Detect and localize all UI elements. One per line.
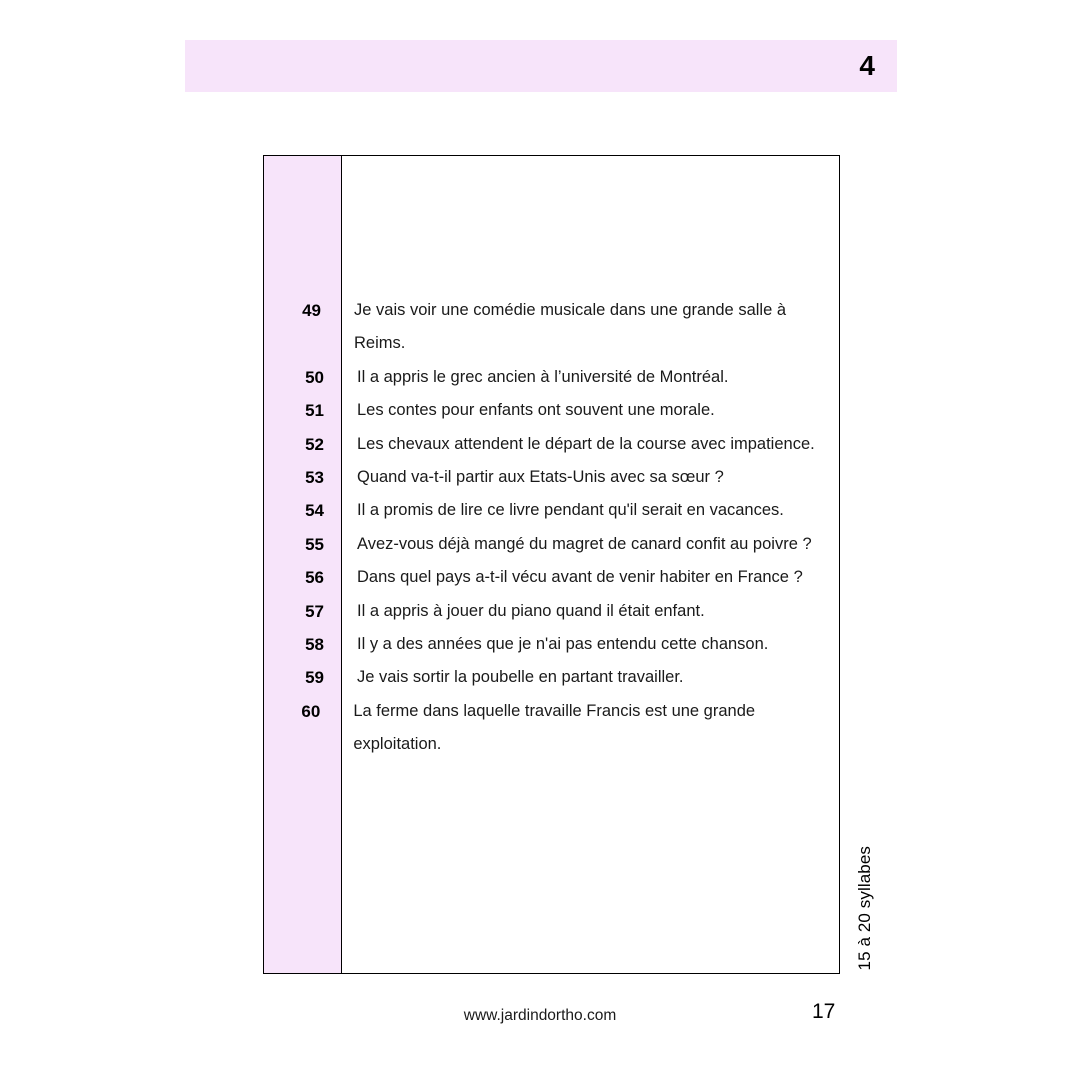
item-number: 56 <box>305 568 324 588</box>
list-item <box>263 394 840 427</box>
list-item <box>263 695 840 762</box>
list-item <box>263 628 840 661</box>
list-item <box>263 361 840 394</box>
list-item <box>263 461 840 494</box>
item-text: La ferme dans laquelle travaille Francis est une grande exploitation. <box>353 701 756 754</box>
item-number: 54 <box>305 501 324 521</box>
header-band <box>185 40 897 92</box>
syllable-range-text: 15 à 20 syllabes <box>855 845 874 970</box>
item-text: Il a appris à jouer du piano quand il était enfant. <box>357 601 705 620</box>
item-text: Les chevaux attendent le départ de la course avec impatience. <box>357 434 815 453</box>
item-number: 51 <box>305 401 324 421</box>
list-item <box>263 661 840 694</box>
item-text: Quand va-t-il partir aux Etats-Unis avec sa sœur ? <box>357 468 724 487</box>
list-item <box>263 428 840 461</box>
item-text: Je vais sortir la poubelle en partant travailler. <box>357 668 684 687</box>
item-number: 57 <box>305 601 324 621</box>
item-number: 58 <box>305 635 324 655</box>
item-text: Dans quel pays a-t-il vécu avant de venir habiter en France ? <box>357 568 803 587</box>
list-item <box>263 561 840 594</box>
item-text: Il a appris le grec ancien à l’université de Montréal. <box>357 367 729 386</box>
item-number: 49 <box>302 301 322 320</box>
item-number: 52 <box>305 434 324 454</box>
page-number: 17 <box>812 1000 836 1023</box>
list-item <box>263 595 840 628</box>
item-text: Avez-vous déjà mangé du magret de canard confit au poivre ? <box>357 534 812 553</box>
item-number: 59 <box>305 668 324 688</box>
list-item <box>263 528 840 561</box>
item-number: 50 <box>305 367 324 387</box>
item-text: Il a promis de lire ce livre pendant qu'il serait en vacances. <box>357 501 784 520</box>
exercise-number: 4 <box>859 50 875 81</box>
list-item <box>263 294 840 361</box>
item-text: Les contes pour enfants ont souvent une morale. <box>357 401 715 420</box>
item-number: 53 <box>305 468 324 488</box>
item-text: Je vais voir une comédie musicale dans une grande salle à Reims. <box>354 301 787 353</box>
item-number: 60 <box>301 701 321 721</box>
syllable-range-label <box>845 740 885 970</box>
item-text: Il y a des années que je n'ai pas entendu cette chanson. <box>357 635 769 654</box>
list-item <box>263 494 840 527</box>
item-number: 55 <box>305 534 324 554</box>
footer-website: www.jardindortho.com <box>463 1007 617 1024</box>
